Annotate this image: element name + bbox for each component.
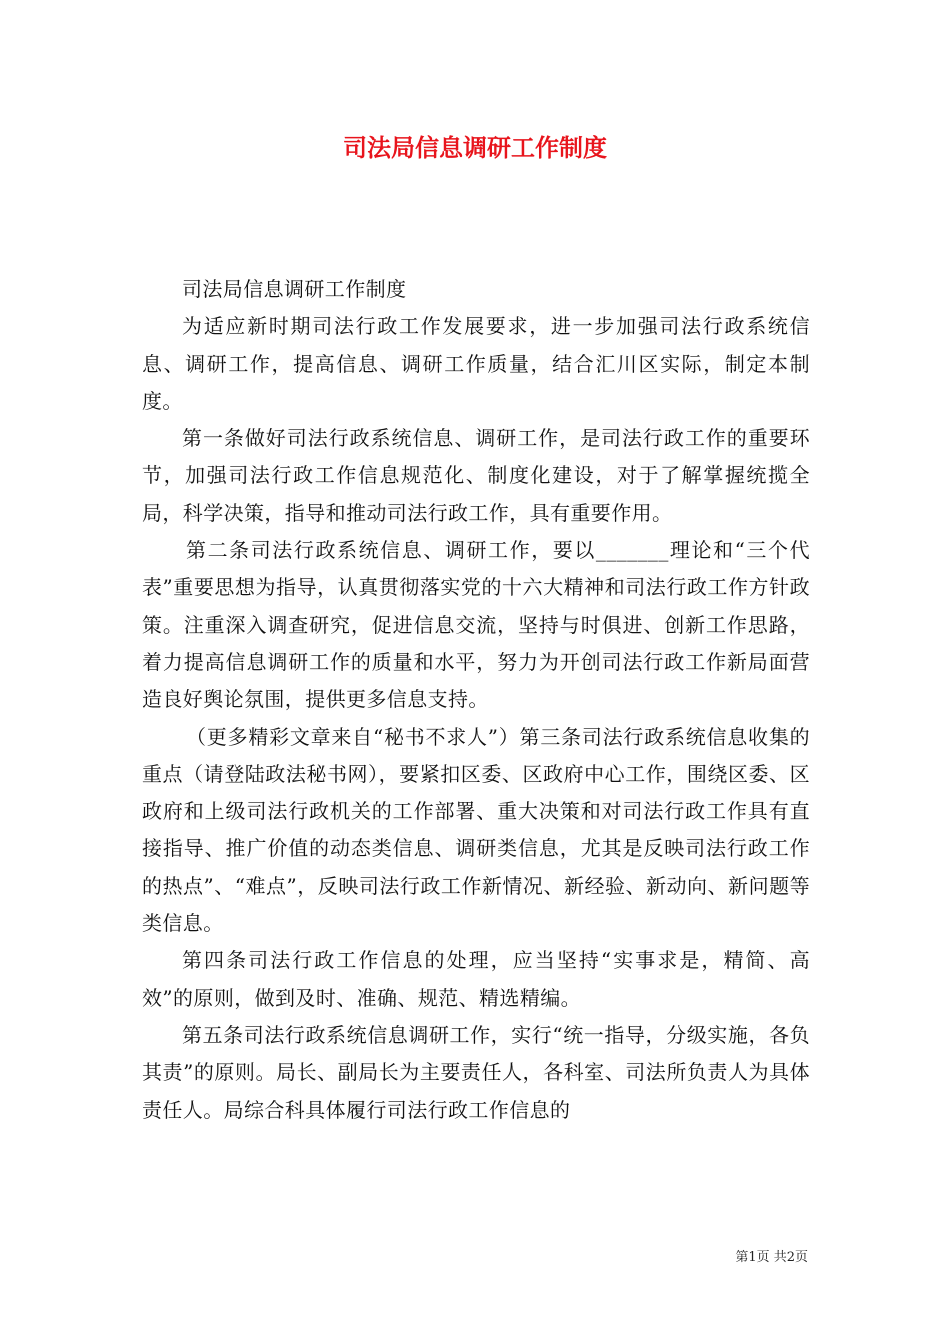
- paragraph-article-2: 第二条司法行政系统信息、调研工作，要以_______理论和“三个代表”重要思想为指导，认真贯彻落实党的十六大精神和司法行政工作方针政策。注重深入调查研究，促进信息交流，坚持与时俱进、创新工作思路，着力提高信息调研工作的质量和水平，努力为开创司法行政工作新局面营造良好舆论氛围，提供更多信息支持。: [142, 538, 810, 712]
- paragraph-heading: 司法局信息调研工作制度: [182, 277, 407, 301]
- paragraph-article-1: 第一条做好司法行政系统信息、调研工作，是司法行政工作的重要环节，加强司法行政工作信息规范化、制度化建设，对于了解掌握统揽全局，科学决策，指导和推动司法行政工作，具有重要作用。: [142, 426, 810, 525]
- document-title: 司法局信息调研工作制度: [343, 134, 607, 162]
- page-number: 第1页 共2页: [735, 1250, 808, 1265]
- paragraph-intro: 为适应新时期司法行政工作发展要求，进一步加强司法行政系统信息、调研工作，提高信息、调研工作质量，结合汇川区实际，制定本制度。: [142, 314, 810, 413]
- paragraph-article-3: （更多精彩文章来自“秘书不求人”）第三条司法行政系统信息收集的重点（请登陆政法秘书网），要紧扣区委、区政府中心工作，围绕区委、区政府和上级司法行政机关的工作部署、重大决策和对司法行政工作具有直接指导、推广价值的动态类信息、调研类信息，尤其是反映司法行政工作的热点”、“难点”，反映司法行政工作新情况、新经验、新动向、新问题等类信息。: [142, 724, 810, 936]
- paragraph-article-4: 第四条司法行政工作信息的处理，应当坚持“实事求是，精简、高效”的原则，做到及时、准确、规范、精选精编。: [142, 948, 810, 1010]
- paragraph-article-5: 第五条司法行政系统信息调研工作，实行“统一指导，分级实施，各负其责”的原则。局长、副局长为主要责任人，各科室、司法所负责人为具体责任人。局综合科具体履行司法行政工作信息的: [142, 1022, 810, 1122]
- document-body: [142, 271, 810, 1129]
